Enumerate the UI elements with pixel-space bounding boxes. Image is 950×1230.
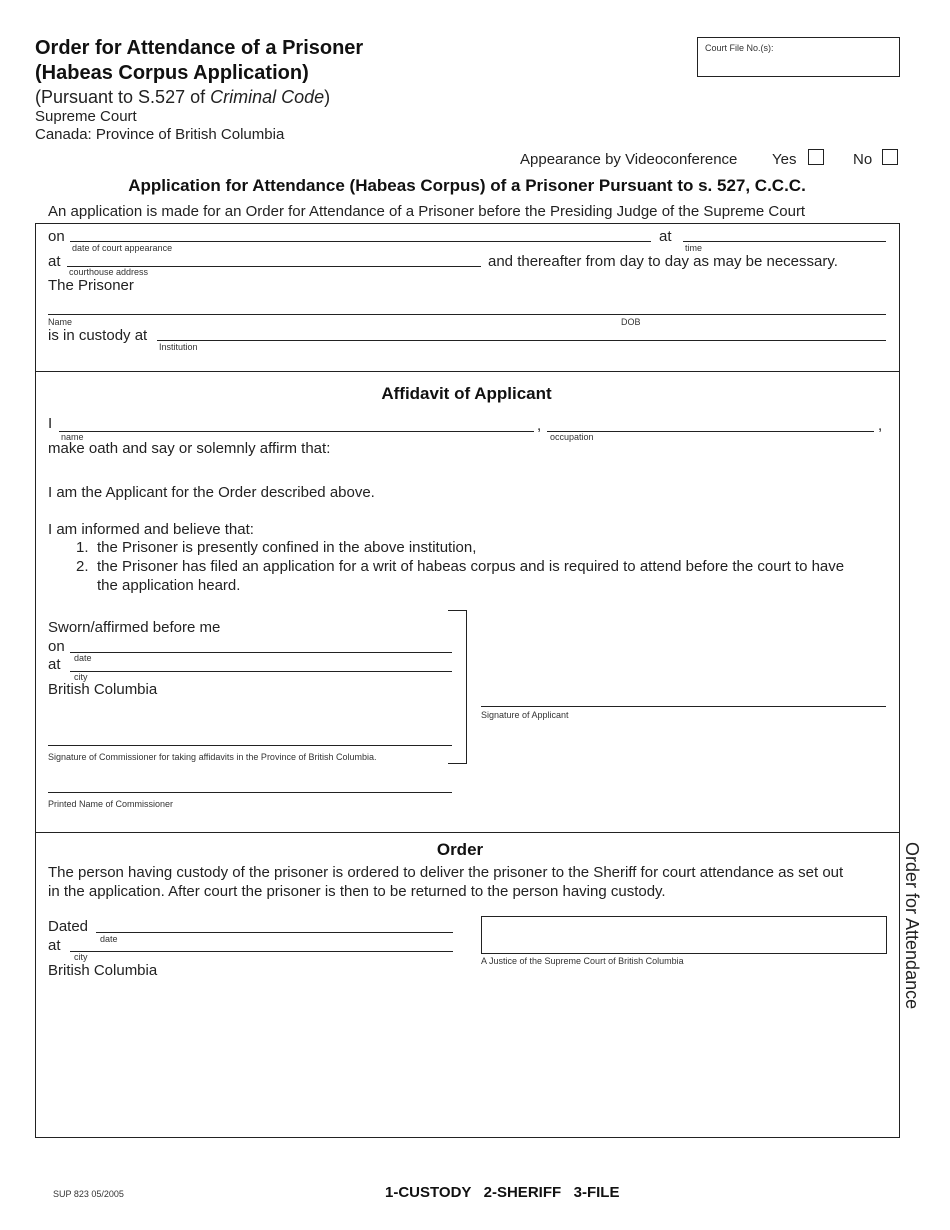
application-heading: Application for Attendance (Habeas Corpus) of a Prisoner Pursuant to s. 527, C.C.C. (128, 176, 806, 195)
application-at-time-label: at (659, 228, 672, 245)
court-appearance-date-caption: date of court appearance (72, 243, 173, 253)
order-date-field[interactable] (96, 932, 453, 933)
applicant-name-caption: name (61, 432, 84, 442)
order-heading: Order (436, 840, 484, 859)
court-file-box[interactable] (697, 37, 900, 77)
jurisdiction: Canada: Province of British Columbia (35, 126, 285, 143)
institution-caption: Institution (159, 342, 198, 352)
time-caption: time (685, 243, 703, 253)
affidavit-i-label: I (48, 415, 53, 432)
applicant-name-field[interactable] (59, 431, 534, 432)
order-dated-label: Dated (48, 918, 89, 935)
commissioner-signature-caption: Signature of Commissioner for taking affidavits in the Province of British Columbia. (48, 752, 377, 762)
pursuant-prefix: (Pursuant to S.527 of (35, 87, 211, 107)
side-label-order-for-attendance: Order for Attendance (902, 842, 922, 1010)
pursuant-suffix: ) (324, 87, 331, 107)
court-appearance-date-field[interactable] (70, 241, 651, 242)
videoconference-yes-label: Yes (772, 151, 797, 168)
affidavit-heading: Affidavit of Applicant (381, 384, 552, 403)
prisoner-dob-caption: DOB (621, 317, 641, 327)
court-name: Supreme Court (35, 108, 137, 125)
applicant-signature-caption: Signature of Applicant (481, 710, 569, 720)
applicant-occupation-field[interactable] (547, 431, 874, 432)
justice-signature-caption: A Justice of the Supreme Court of British Columbia (481, 956, 684, 966)
application-on-label: on (48, 228, 65, 245)
order-province: British Columbia (48, 962, 158, 979)
pursuant-italic: Criminal Code (210, 87, 325, 107)
copies-distribution: 1-CUSTODY 2-SHERIFF 3-FILE (385, 1184, 620, 1201)
courthouse-address-caption: courthouse address (69, 267, 149, 277)
prisoner-name-dob-field[interactable] (48, 314, 886, 315)
order-text-line1: The person having custody of the prisoner is ordered to deliver the prisoner to the Sheriff for court attendance as set out (48, 864, 844, 881)
prisoner-name-caption: Name (48, 317, 73, 327)
commissioner-printed-name-field[interactable] (48, 792, 452, 793)
section-divider-1 (35, 371, 899, 372)
sworn-province: British Columbia (48, 681, 158, 698)
sworn-city-field[interactable] (70, 671, 452, 672)
sworn-date-field[interactable] (70, 652, 452, 653)
sworn-label: Sworn/affirmed before me (48, 619, 221, 636)
videoconference-no-label: No (853, 151, 873, 168)
videoconference-yes-checkbox[interactable] (808, 149, 824, 165)
list-item-2-number: 2. (76, 558, 89, 575)
thereafter-text: and thereafter from day to day as may be necessary. (488, 253, 838, 270)
sworn-at-label: at (48, 656, 61, 673)
list-item-2-text-line1: the Prisoner has filed an application for a writ of habeas corpus and is required to attend before the court to have (97, 558, 845, 575)
list-item-2-text-line2: the application heard. (97, 577, 241, 594)
applicant-signature-field[interactable] (481, 706, 886, 707)
applicant-occupation-caption: occupation (550, 432, 594, 442)
form-title-line1: Order for Attendance of a Prisoner (35, 37, 364, 59)
commissioner-printed-name-caption: Printed Name of Commissioner (48, 799, 174, 809)
order-city-field[interactable] (70, 951, 453, 952)
sworn-date-caption: date (74, 653, 92, 663)
sworn-bracket (448, 610, 467, 764)
videoconference-label: Appearance by Videoconference (520, 151, 738, 168)
section-divider-2 (35, 832, 899, 833)
institution-field[interactable] (157, 340, 886, 341)
sworn-city-caption: city (74, 672, 88, 682)
order-at-label: at (48, 937, 61, 954)
order-city-caption: city (74, 952, 88, 962)
affidavit-comma-1: , (537, 417, 542, 434)
videoconference-no-checkbox[interactable] (882, 149, 898, 165)
order-text-line2: in the application. After court the prisoner is then to be returned to the person having custody. (48, 883, 666, 900)
affidavit-comma-2: , (878, 417, 883, 434)
the-prisoner-label: The Prisoner (48, 277, 134, 294)
custody-label: is in custody at (48, 327, 148, 344)
form-title-line2: (Habeas Corpus Application) (35, 62, 309, 84)
application-intro: An application is made for an Order for Attendance of a Prisoner before the Presiding Judge of the Supreme Court (48, 203, 806, 220)
justice-signature-box[interactable] (481, 916, 887, 954)
list-item-1-text: the Prisoner is presently confined in the above institution, (97, 539, 477, 556)
court-file-label: Court File No.(s): (705, 43, 774, 53)
informed-text: I am informed and believe that: (48, 521, 254, 538)
applicant-statement: I am the Applicant for the Order described above. (48, 484, 375, 501)
commissioner-signature-field[interactable] (48, 745, 452, 746)
form-number: SUP 823 05/2005 (53, 1189, 124, 1199)
list-item-1-number: 1. (76, 539, 89, 556)
oath-text: make oath and say or solemnly affirm that: (48, 440, 331, 457)
pursuant-line (35, 87, 330, 108)
court-appearance-time-field[interactable] (683, 241, 886, 242)
order-date-caption: date (100, 934, 118, 944)
form-frame (35, 223, 900, 1138)
application-at-place-label: at (48, 253, 61, 270)
sworn-on-label: on (48, 638, 65, 655)
